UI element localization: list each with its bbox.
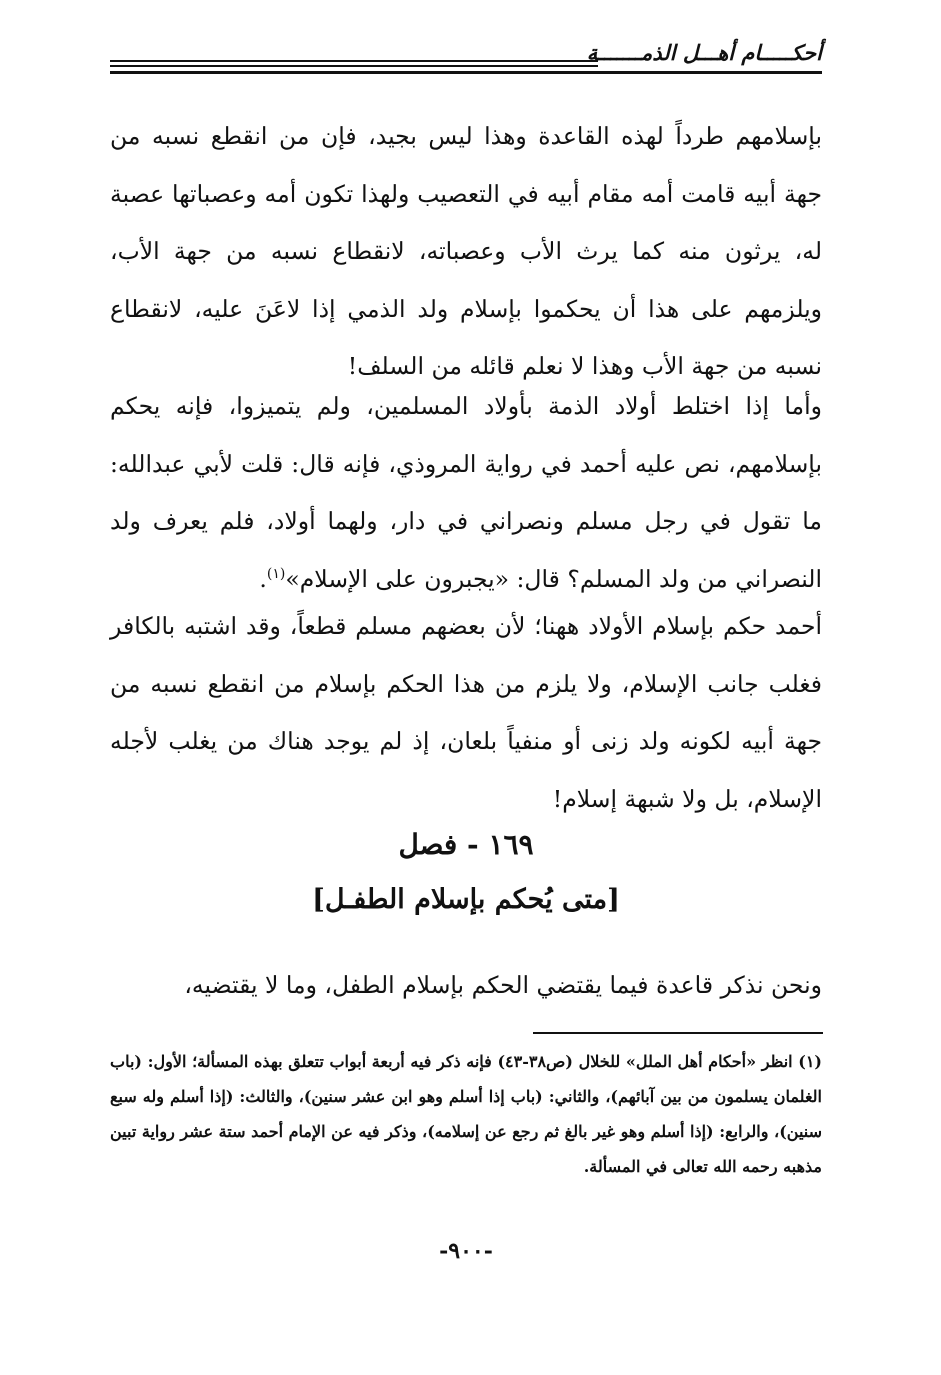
paragraph-1: بإسلامهم طرداً لهذه القاعدة وهذا ليس بجيد، فإن من انقطع نسبه من جهة أبيه قامت أمه مقام أبيه في التعصيب ولهذا تكون أمه وعصباتها عصبة له، يرثون منه كما يرث الأب وعصباته، لانقطاع نسبه من جهة الأب، ويلزمهم على هذا أن يحكموا بإسلام ولد الذمي إذا لاعَنَ عليه، لانقطاع نسبه من جهة الأب وهذا لا نعلم قائله من السلف! (110, 122, 822, 380)
footnote-separator (533, 1032, 823, 1034)
header-rule-full (110, 71, 822, 74)
paragraph-2-text: وأما إذا اختلط أولاد الذمة بأولاد المسلمين، ولم يتميزوا، فإنه يحكم بإسلامهم، نص عليه أحمد في رواية المروذي، فإنه قال: قلت لأبي عبدالله: ما تقول في رجل مسلم ونصراني في دار، ولهما أولاد، فلم يعرف ولد النصراني من ولد المسلم؟ قال: «يجبرون على الإسلام» (110, 392, 822, 593)
header-rule-thin-middle (110, 65, 598, 67)
paragraph-2: وأما إذا اختلط أولاد الذمة بأولاد المسلمين، ولم يتميزوا، فإنه يحكم بإسلامهم، نص عليه أحمد في رواية المروذي، فإنه قال: قلت لأبي عبدالله: ما تقول في رجل مسلم ونصراني في دار، ولهما أولاد، فلم يعرف ولد النصراني من ولد المسلم؟ قال: «يجبرون على الإسلام»$^{(١)}$. (110, 392, 822, 593)
header-rule-thin-top (110, 60, 598, 62)
paragraph-3: أحمد حكم بإسلام الأولاد ههنا؛ لأن بعضهم مسلم قطعاً، وقد اشتبه بالكافر فغلب جانب الإسلام، ولا يلزم من هذا الحكم بإسلام من انقطع نسبه من جهة أبيه لكونه ولد زنى أو منفياً بلعان، إذ لم يوجد هناك من يغلب لأجله الإسلام، بل ولا شبهة إسلام! (110, 612, 822, 813)
section-title: [متى يُحكم بإسلام الطفـل] (312, 884, 620, 915)
header-title: أحكـــــام أهـــل الذمـــــــة (586, 40, 822, 65)
page-number: -٩٠٠- (439, 1238, 493, 1264)
footnote-marker[interactable]: (١) (266, 565, 286, 582)
footnote: (١) انظر «أحكام أهل الملل» للخلال (ص٣٨-٤٣) فإنه ذكر فيه أربعة أبواب تتعلق بهذه المسألة؛ الأول: (باب الغلمان يسلمون من بين آبائهم)، والثاني: (باب إذا أسلم وهو ابن عشر سنين)، والثالث: (إذا أسلم وله سبع سنين)، والرابع: (إذا أسلم وهو غير بالغ ثم رجع عن إسلامه)، وذكر فيه عن الإمام أحمد ستة عشر رواية تبين مذهبه رحمه الله تعالى في المسألة. (110, 1052, 822, 1176)
paragraph-4: ونحن نذكر قاعدة فيما يقتضي الحكم بإسلام الطفل، وما لا يقتضيه، (184, 971, 822, 999)
section-number: ١٦٩ - فصل (398, 828, 534, 861)
running-header (110, 38, 822, 78)
